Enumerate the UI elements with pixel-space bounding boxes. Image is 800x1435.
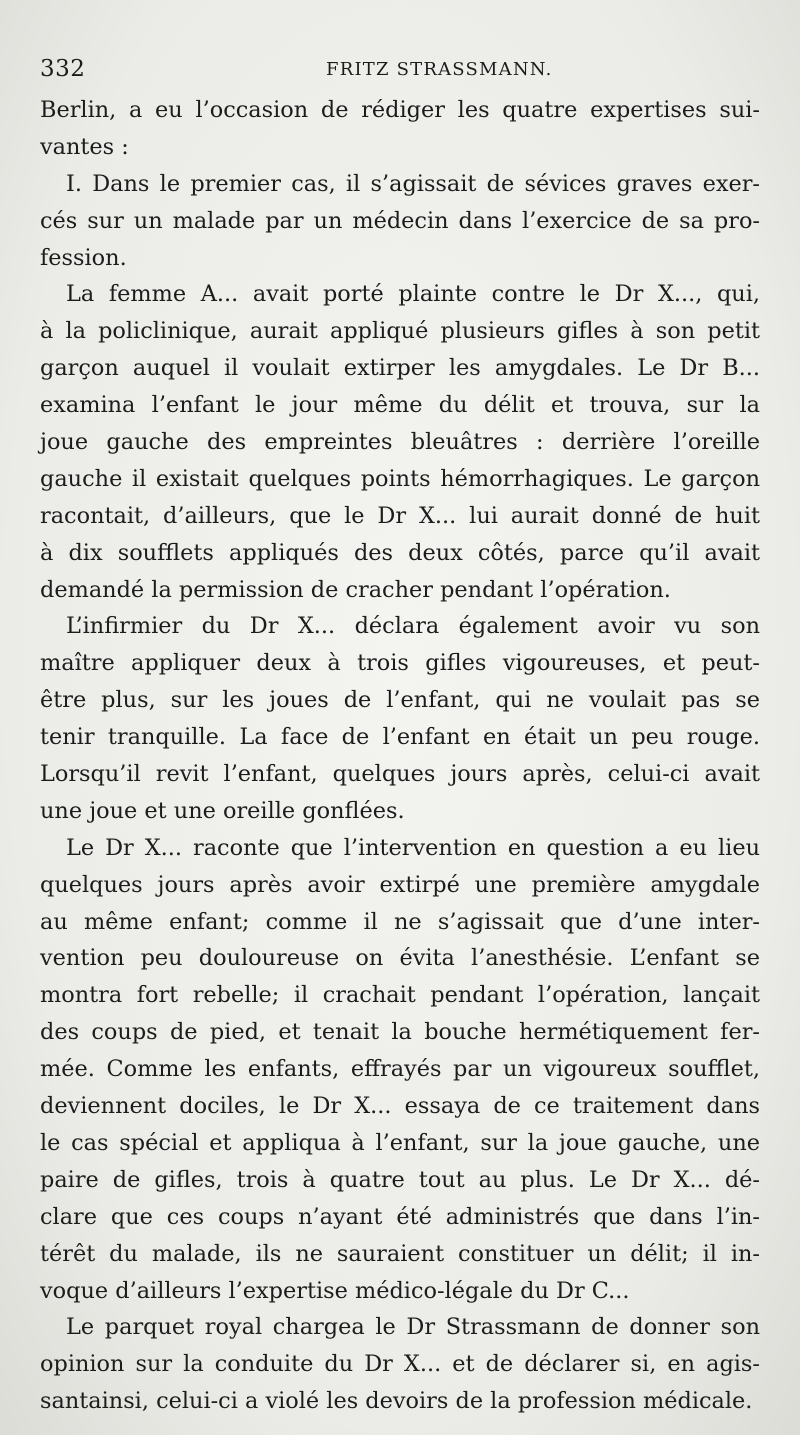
- text-line: à dix soufflets appliqués des deux côtés, parce qu’il avait: [40, 539, 760, 566]
- text-line: L’infirmier du Dr X... déclara également avoir vu son: [66, 613, 760, 640]
- text-line: être plus, sur les joues de l’enfant, qui ne voulait pas se: [40, 687, 760, 714]
- text-line: mée. Comme les enfants, effrayés par un vigoureux soufflet,: [40, 1056, 760, 1083]
- text-line: clare que ces coups n’ayant été administrés que dans l’in-: [40, 1203, 760, 1230]
- paragraph: [40, 276, 760, 608]
- text-line: Le Dr X... raconte que l’intervention en question a eu lieu: [66, 834, 760, 861]
- text-line: deviennent dociles, le Dr X... essaya de ce traitement dans: [40, 1093, 760, 1120]
- text-line: Le parquet royal chargea le Dr Strassmann de donner son: [66, 1314, 760, 1341]
- text-line: examina l’enfant le jour même du délit et trouva, sur la: [40, 392, 760, 419]
- text-line: vention peu douloureuse on évita l’anesthésie. L’enfant se: [40, 945, 760, 972]
- body-text: [40, 92, 760, 1420]
- paragraph: [40, 1309, 760, 1420]
- text-line: paire de gifles, trois à quatre tout au plus. Le Dr X... dé-: [40, 1166, 760, 1193]
- text-line: une joue et une oreille gonflées.: [40, 797, 405, 824]
- text-line: La femme A... avait porté plainte contre le Dr X..., qui,: [66, 281, 760, 308]
- page-number: 332: [40, 56, 86, 82]
- text-line: des coups de pied, et tenait la bouche hermétiquement fer-: [40, 1019, 760, 1046]
- paragraph: [40, 166, 760, 277]
- text-line: voque d’ailleurs l’expertise médico-légale du Dr C...: [40, 1277, 630, 1304]
- text-line: fession.: [40, 244, 127, 271]
- text-line: maître appliquer deux à trois gifles vigoureuses, et peut-: [40, 650, 760, 677]
- text-line: tenir tranquille. La face de l’enfant en était un peu rouge.: [40, 724, 760, 751]
- text-line: santainsi, celui-ci a violé les devoirs de la profession médicale.: [40, 1388, 753, 1415]
- page-header: [40, 56, 760, 86]
- text-line: Berlin, a eu l’occasion de rédiger les quatre expertises sui-: [40, 97, 760, 123]
- paragraph: [40, 608, 760, 829]
- text-line: cés sur un malade par un médecin dans l’exercice de sa pro-: [40, 207, 760, 234]
- paragraph: [40, 92, 760, 166]
- text-line: térêt du malade, ils ne sauraient constituer un délit; il in-: [40, 1240, 760, 1267]
- text-line: garçon auquel il voulait extirper les amygdales. Le Dr B...: [40, 355, 760, 382]
- text-line: Lorsqu’il revit l’enfant, quelques jours après, celui-ci avait: [40, 761, 760, 788]
- text-line: quelques jours après avoir extirpé une première amygdale: [40, 871, 760, 898]
- running-head: FRITZ STRASSMANN.: [326, 59, 553, 80]
- text-line: gauche il existait quelques points hémorrhagiques. Le garçon: [40, 465, 760, 492]
- text-line: vantes :: [40, 133, 129, 160]
- text-line: au même enfant; comme il ne s’agissait que d’une inter-: [40, 908, 760, 935]
- text-line: I. Dans le premier cas, il s’agissait de sévices graves exer-: [66, 170, 760, 197]
- text-line: montra fort rebelle; il crachait pendant l’opération, lançait: [40, 982, 760, 1009]
- text-line: opinion sur la conduite du Dr X... et de déclarer si, en agis-: [40, 1351, 760, 1378]
- paragraph: [40, 830, 760, 1310]
- text-line: à la policlinique, aurait appliqué plusieurs gifles à son petit: [40, 318, 760, 345]
- text-line: joue gauche des empreintes bleuâtres : derrière l’oreille: [40, 429, 760, 456]
- text-line: racontait, d’ailleurs, que le Dr X... lui aurait donné de huit: [40, 502, 760, 529]
- text-line: demandé la permission de cracher pendant l’opération.: [40, 576, 671, 603]
- text-line: le cas spécial et appliqua à l’enfant, sur la joue gauche, une: [40, 1129, 760, 1156]
